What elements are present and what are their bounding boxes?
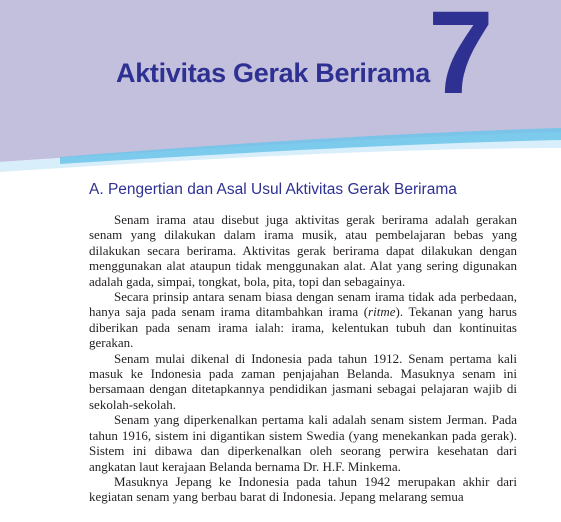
paragraph: Senam mulai dikenal di Indonesia pada tahun 1912. Senam pertama kali masuk ke Indonesia pada zaman penjajahan Belanda. Masuknya senam ini bersamaan dengan ditetapkannya pendidikan jasmani sebagai pelajaran wajib di sekolah-sekolah. bbox=[89, 350, 517, 412]
chapter-number: 7 bbox=[428, 0, 494, 119]
chapter-title: Aktivitas Gerak Berirama bbox=[116, 58, 430, 88]
body-text bbox=[89, 212, 517, 505]
paragraph-text: ). Tekanan yang harus diberikan pada senam irama ialah: irama, kelentukan tubuh dan kontinuitas gerakan. bbox=[89, 304, 517, 351]
italic-term: ritme bbox=[368, 304, 396, 320]
paragraph: Masuknya Jepang ke Indonesia pada tahun 1942 merupakan akhir dari kegiatan senam yang berbau barat di Indonesia. Jepang melarang semua bbox=[89, 473, 517, 505]
paragraph: Senam yang diperkenalkan pertama kali adalah senam sistem Jerman. Pada tahun 1916, sistem ini digantikan sistem Swedia (yang menekankan pada gerak). Sistem ini dibawa dan diperkenalkan oleh seorang perwira kesehatan dari angkatan laut kerajaan Belanda bernama Dr. H.F. Minkema. bbox=[89, 412, 517, 474]
paragraph: Senam irama atau disebut juga aktivitas gerak berirama adalah gerakan senam yang dilakukan dalam irama musik, atau pembelajaran bebas yang dilakukan secara berirama. Aktivitas gerak berirama dapat dilakukan dengan menggunakan alat ataupun tidak menggunakan alat. Alat yang sering digunakan adalah gada, simpai, tongkat, bola, pita, topi dan sebagainya. bbox=[89, 212, 517, 289]
paragraph bbox=[89, 289, 517, 351]
paragraph-text: Secara prinsip antara senam biasa dengan senam irama tidak ada perbedaan, hanya saja pada senam irama ditambahkan irama ( bbox=[89, 289, 517, 320]
section-heading: A. Pengertian dan Asal Usul Aktivitas Gerak Berirama bbox=[89, 181, 457, 198]
